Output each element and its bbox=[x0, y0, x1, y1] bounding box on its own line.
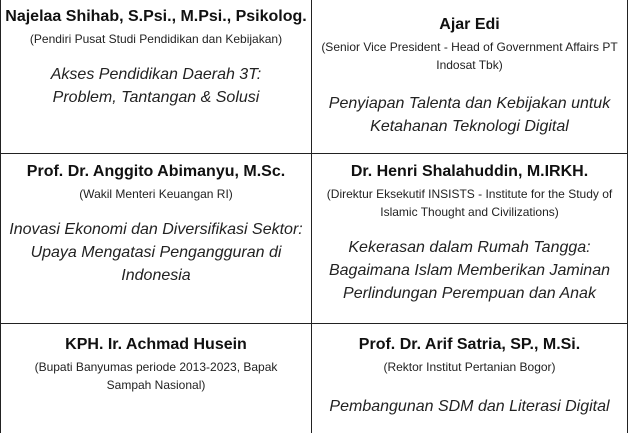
speaker-name: KPH. Ir. Achmad Husein bbox=[65, 336, 247, 353]
speaker-name: Prof. Dr. Arif Satria, SP., M.Si. bbox=[358, 336, 581, 353]
speaker-role: (Bupati Banyumas periode 2013-2023, Bapak Sampah Nasional) bbox=[34, 360, 278, 392]
speaker-name: Prof. Dr. Anggito Abimanyu, M.Sc. bbox=[26, 163, 286, 180]
speaker-role: (Direktur Eksekutif INSISTS - Institute for the Study of Islamic Thought and Civilizations) bbox=[326, 187, 613, 219]
speaker-topic: Inovasi Ekonomi dan Diversifikasi Sektor: Upaya Mengatasi Pengangguran di Indonesia bbox=[9, 221, 303, 284]
speaker-role: (Pendiri Pusat Studi Pendidikan dan Kebijakan) bbox=[29, 32, 283, 46]
speaker-role: (Wakil Menteri Keuangan RI) bbox=[79, 187, 233, 201]
speaker-cell bbox=[312, 0, 627, 153]
speaker-name: Najelaa Shihab, S.Psi., M.Psi., Psikolog. bbox=[5, 8, 307, 25]
speaker-name: Ajar Edi bbox=[439, 16, 500, 33]
speaker-topic: Akses Pendidikan Daerah 3T: Problem, Tantangan & Solusi bbox=[50, 66, 262, 106]
speaker-topic: Kekerasan dalam Rumah Tangga: Bagaimana Islam Memberikan Jaminan Perlindungan Perempuan dan Anak bbox=[328, 239, 610, 302]
speaker-topic: Penyiapan Talenta dan Kebijakan untuk Ketahanan Teknologi Digital bbox=[328, 95, 611, 135]
speaker-cell bbox=[312, 324, 627, 433]
speaker-cell bbox=[1, 324, 311, 433]
speaker-role: (Senior Vice President - Head of Government Affairs PT Indosat Tbk) bbox=[321, 40, 618, 72]
speaker-cell bbox=[1, 154, 311, 323]
speaker-topic: Pembangunan SDM dan Literasi Digital bbox=[329, 398, 610, 415]
speaker-name: Dr. Henri Shalahuddin, M.IRKH. bbox=[350, 163, 589, 180]
speaker-cell bbox=[1, 0, 311, 153]
speaker-cell bbox=[312, 154, 627, 323]
speaker-role: (Rektor Institut Pertanian Bogor) bbox=[383, 360, 556, 374]
